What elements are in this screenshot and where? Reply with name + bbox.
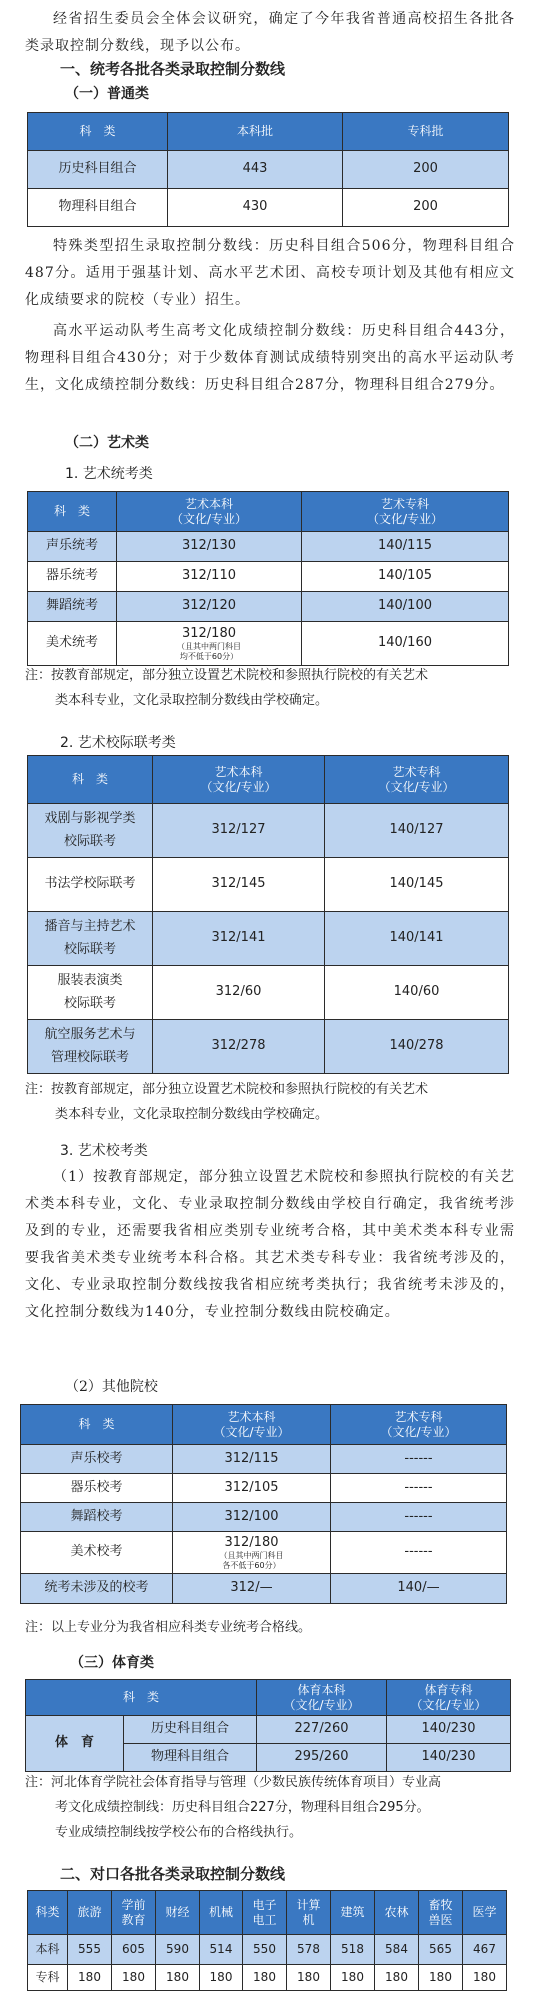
header-cell: 本科批 [168, 113, 343, 151]
cell-note: （且其中两门科目 各不低于60分） [219, 1551, 284, 1570]
cell: 服装表演类 校际联考 [28, 966, 153, 1020]
cell: 555 [68, 1935, 112, 1965]
cell: 312/105 [173, 1474, 331, 1503]
cell: 140/— [331, 1574, 507, 1604]
cell: 本科 [28, 1935, 68, 1965]
header-cell: 艺术专科 （文化/专业） [331, 1405, 507, 1445]
cell: ------ [331, 1532, 507, 1574]
sub1-title: （一）普通类 [65, 86, 149, 102]
table-row [28, 622, 509, 666]
table-row [28, 804, 509, 858]
cell: 140/145 [325, 858, 509, 912]
header-cell: 医学 [463, 1891, 507, 1935]
cell: 514 [200, 1935, 243, 1965]
cell: 312/120 [117, 592, 302, 622]
cell: 140/105 [302, 562, 509, 592]
header-cell: 体育专科 （文化/专业） [387, 1680, 511, 1716]
cell: 140/115 [302, 532, 509, 562]
header-cell: 体育本科 （文化/专业） [257, 1680, 387, 1716]
table-row [28, 562, 509, 592]
cell: 180 [287, 1965, 331, 1991]
header-cell: 科 类 [21, 1405, 173, 1445]
header-cell: 艺术本科 （文化/专业） [117, 492, 302, 532]
note-3 [25, 1770, 520, 1845]
cell: 140/127 [325, 804, 509, 858]
sub3-title: （三）体育类 [70, 1655, 154, 1671]
cell: ------ [331, 1503, 507, 1532]
cell: 584 [375, 1935, 419, 1965]
cell: 295/260 [257, 1744, 387, 1772]
note-1-line2: 类本科专业，文化录取控制分数线由学校确定。 [55, 693, 329, 708]
section2-title: 二、对口各批各类录取控制分数线 [60, 1865, 286, 1883]
cell: 312/278 [153, 1020, 325, 1074]
header-cell: 财经 [156, 1891, 200, 1935]
header-cell: 科 类 [28, 113, 168, 151]
header-cell: 专科批 [343, 113, 509, 151]
note-3-line3: 专业成绩控制线按学校公布的合格线执行。 [55, 1825, 303, 1840]
cell: 200 [343, 151, 509, 189]
table-row [28, 592, 509, 622]
cell: 舞蹈统考 [28, 592, 117, 622]
table-row [21, 1532, 507, 1574]
table-row [28, 966, 509, 1020]
section1-title: 一、统考各批各类录取控制分数线 [60, 60, 286, 78]
cell: 140/230 [387, 1744, 511, 1772]
cell: 播音与主持艺术 校际联考 [28, 912, 153, 966]
cell: 565 [419, 1935, 463, 1965]
cell: 180 [375, 1965, 419, 1991]
group-cell: 体 育 [26, 1716, 124, 1772]
cell: 历史科目组合 [28, 151, 168, 189]
table-row [28, 1935, 507, 1965]
table-row [28, 1020, 509, 1074]
cell: 180 [331, 1965, 375, 1991]
table-header-row [28, 756, 509, 804]
header-cell: 电子 电工 [243, 1891, 287, 1935]
cell [117, 622, 302, 666]
header-cell: 计算 机 [287, 1891, 331, 1935]
cell: 美术校考 [21, 1532, 173, 1574]
cell: 180 [463, 1965, 507, 1991]
header-cell: 畜牧 兽医 [419, 1891, 463, 1935]
cell: 312/60 [153, 966, 325, 1020]
table-row [21, 1474, 507, 1503]
cell: 专科 [28, 1965, 68, 1991]
header-cell: 机械 [200, 1891, 243, 1935]
cell: 312/145 [153, 858, 325, 912]
note-1 [25, 663, 520, 713]
cell: 140/160 [302, 622, 509, 666]
note-3-line1: 注：河北体育学院社会体育指导与管理（少数民族传统体育项目）专业高 [25, 1775, 442, 1790]
intro-paragraph: 经省招生委员会全体会议研究，确定了今年我省普通高校招生各批各类录取控制分数线，现予以公布。 [25, 11, 515, 54]
cell-value: 312/180 [181, 625, 236, 641]
note-1-line1: 注：按教育部规定，部分独立设置艺术院校和参照执行院校的有关艺术 [25, 668, 429, 683]
table-row [28, 1965, 507, 1991]
cell: 312/100 [173, 1503, 331, 1532]
cell: 140/100 [302, 592, 509, 622]
table-row [21, 1503, 507, 1532]
cell: 180 [243, 1965, 287, 1991]
header-cell: 艺术专科 （文化/专业） [325, 756, 509, 804]
cell: 声乐校考 [21, 1445, 173, 1474]
header-cell: 农林 [375, 1891, 419, 1935]
table-sports [25, 1679, 511, 1772]
table-row [28, 858, 509, 912]
cell: 550 [243, 1935, 287, 1965]
cell: ------ [331, 1474, 507, 1503]
header-cell: 科 类 [26, 1680, 257, 1716]
table-header-row [26, 1680, 511, 1716]
cell: 140/278 [325, 1020, 509, 1074]
cell: 声乐统考 [28, 532, 117, 562]
cell-note: （且其中两门科目 均不低于60分） [177, 642, 241, 661]
cell: 312/127 [153, 804, 325, 858]
cell: 美术统考 [28, 622, 117, 666]
cell: 312/141 [153, 912, 325, 966]
cell: 443 [168, 151, 343, 189]
table-row [21, 1574, 507, 1604]
header-cell: 艺术专科 （文化/专业） [302, 492, 509, 532]
sub2-2-title: 2. 艺术校际联考类 [60, 735, 176, 751]
header-cell: 建筑 [331, 1891, 375, 1935]
cell: 430 [168, 189, 343, 227]
cell: 器乐校考 [21, 1474, 173, 1503]
cell: 180 [200, 1965, 243, 1991]
cell: 140/60 [325, 966, 509, 1020]
table-row [26, 1716, 511, 1744]
cell-value: 312/180 [224, 1534, 279, 1550]
cell: 统考未涉及的校考 [21, 1574, 173, 1604]
header-cell: 科 类 [28, 492, 117, 532]
cell: 物理科目组合 [28, 189, 168, 227]
note-2: 注：以上专业分为我省相应科类专业统考合格线。 [25, 1620, 312, 1635]
note-1-repeat [25, 1077, 520, 1127]
cell: 312/110 [117, 562, 302, 592]
table-row [28, 151, 509, 189]
header-cell: 艺术本科 （文化/专业） [173, 1405, 331, 1445]
cell [173, 1532, 331, 1574]
header-cell: 旅游 [68, 1891, 112, 1935]
note-1-repeat-line1: 注：按教育部规定，部分独立设置艺术院校和参照执行院校的有关艺术 [25, 1082, 429, 1097]
header-cell: 科类 [28, 1891, 68, 1935]
cell: 历史科目组合 [124, 1716, 257, 1744]
cell: 物理科目组合 [124, 1744, 257, 1772]
sub2-1-title: 1. 艺术统考类 [65, 466, 153, 482]
cell: 书法学校际联考 [28, 858, 153, 912]
header-cell: 艺术本科 （文化/专业） [153, 756, 325, 804]
school-exam-paragraph: （1）按教育部规定，部分独立设置艺术院校和参照执行院校的有关艺术类本科专业，文化、专业录取控制分数线由学校自行确定，我省统考涉及到的专业，还需要我省相应类别专业统考合格，其中美术类本科专业需要我省美术类专业统考本科合格。其艺术类专科专业：我省统考涉及的，文化、专业录取控制分数线按我省相应统考类执行；我省统考未涉及的，文化控制分数线为140分，专业控制分数线由院校确定。 [25, 1169, 515, 1320]
cell: 578 [287, 1935, 331, 1965]
table-header-row [21, 1405, 507, 1445]
cell: 227/260 [257, 1716, 387, 1744]
cell: 180 [112, 1965, 156, 1991]
table-row [28, 189, 509, 227]
cell: 312/115 [173, 1445, 331, 1474]
cell: 200 [343, 189, 509, 227]
table-art-joint [27, 755, 509, 1074]
cell: 180 [419, 1965, 463, 1991]
cell: 467 [463, 1935, 507, 1965]
table-header-row [28, 113, 509, 151]
note-3-line2: 考文化成绩控制线：历史科目组合227分，物理科目组合295分。 [55, 1800, 430, 1815]
cell: 312/130 [117, 532, 302, 562]
table-row [21, 1445, 507, 1474]
cell: 戏剧与影视学类 校际联考 [28, 804, 153, 858]
cell: 180 [156, 1965, 200, 1991]
cell: 180 [68, 1965, 112, 1991]
sub2-3-title: 3. 艺术校考类 [60, 1143, 148, 1159]
cell: 140/230 [387, 1716, 511, 1744]
table-header-row [28, 1891, 507, 1935]
cell: ------ [331, 1445, 507, 1474]
cell: 航空服务艺术与 管理校际联考 [28, 1020, 153, 1074]
cell: 518 [331, 1935, 375, 1965]
cell: 605 [112, 1935, 156, 1965]
table-vocational [27, 1890, 507, 1991]
table-row [28, 912, 509, 966]
table-header-row [28, 492, 509, 532]
cell: 器乐统考 [28, 562, 117, 592]
sub2-title: （二）艺术类 [65, 435, 149, 451]
table-art-school [20, 1404, 507, 1604]
cell: 590 [156, 1935, 200, 1965]
table-general [27, 112, 509, 227]
cell: 312/— [173, 1574, 331, 1604]
sub2-3-2-title: （2）其他院校 [65, 1379, 158, 1395]
header-cell: 科 类 [28, 756, 153, 804]
table-row [28, 532, 509, 562]
header-cell: 学前 教育 [112, 1891, 156, 1935]
note-1-repeat-line2: 类本科专业，文化录取控制分数线由学校确定。 [55, 1107, 329, 1122]
special-paragraph: 特殊类型招生录取控制分数线：历史科目组合506分，物理科目组合487分。适用于强基计划、高水平艺术团、高校专项计划及其他有相应文化成绩要求的院校（专业）招生。 [25, 238, 515, 308]
cell: 140/141 [325, 912, 509, 966]
cell: 舞蹈校考 [21, 1503, 173, 1532]
sports-paragraph: 高水平运动队考生高考文化成绩控制分数线：历史科目组合443分，物理科目组合430分；对于少数体育测试成绩特别突出的高水平运动队考生，文化成绩控制分数线：历史科目组合287分，物理科目组合279分。 [25, 323, 515, 393]
table-art-unified [27, 491, 509, 666]
